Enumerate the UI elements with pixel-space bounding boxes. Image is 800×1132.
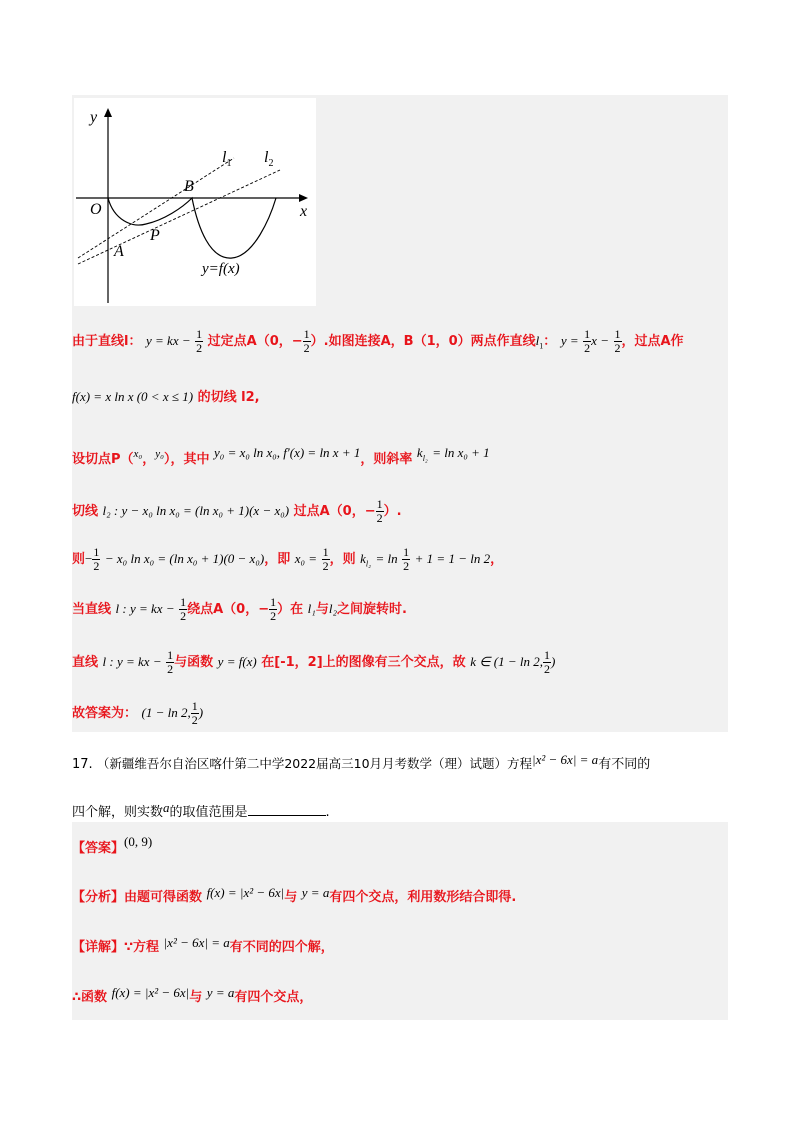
curve-fx — [108, 198, 276, 258]
function-graph — [74, 98, 316, 306]
curve-label: y=f(x) — [202, 261, 240, 277]
point-p-label: P — [150, 227, 160, 244]
y-axis-label: y — [90, 109, 98, 126]
fraction-half: $\frac{1}{2}$ — [93, 545, 100, 573]
x-axis-arrow — [299, 194, 308, 202]
solution-line-1: 由于直线l： y = kx − $\frac{1}{2}$ 过定点A（0，− $\frac{1}{2}$ ）.如图连接A，B（1，0）两点作直线$l_1$： y = $\frac{1}{2}$ x − $\frac{1}{2}$ ，过点A作 — [72, 327, 684, 355]
therefore-line: ∴函数 f(x) = |x² − 6x|与 y = a有四个交点， — [72, 985, 313, 1005]
fraction-half: $\frac{1}{2}$ — [196, 327, 203, 355]
analysis-line: 【分析】由题可得函数 f(x) = |x² − 6x|与 y = a有四个交点，利用数形结合即得. — [72, 885, 517, 905]
l2-label: $l_2$ — [264, 149, 274, 169]
solution-line-7: 直线 l : y = kx − $\frac{1}{2}$ 与函数 y = f(x) 在[-1，2]上的图像有三个交点，故 k ∈ (1 − ln 2, $\frac{1}{2}$ ) — [72, 648, 556, 676]
y-axis-arrow — [104, 108, 112, 117]
solution-line-2: f(x) = x ln x (0 < x ≤ 1) 的切线 l2, — [72, 389, 260, 405]
point-a-label: A — [114, 243, 124, 260]
answer-blank — [248, 803, 326, 816]
fraction-half: $\frac{1}{2}$ — [376, 497, 383, 525]
l1-label: $l_1$ — [222, 149, 232, 169]
solution-line-4: 切线 l₂ : y − x₀ ln x₀ = (ln x₀ + 1)(x − x₀) 过点A（0，− $\frac{1}{2}$ ）. — [72, 497, 402, 525]
problem-17-line-2: 四个解，则实数a的取值范围是 . — [72, 800, 330, 820]
fraction-half: $\frac{1}{2}$ — [180, 595, 187, 623]
fraction-half: $\frac{1}{2}$ — [322, 545, 329, 573]
fraction-half: $\frac{1}{2}$ — [270, 595, 277, 623]
fraction-half: $\frac{1}{2}$ — [191, 699, 198, 727]
solution-line-8: 故答案为： (1 − ln 2, $\frac{1}{2}$ ) — [72, 699, 204, 727]
origin-label: O — [90, 201, 102, 218]
detail-line: 【详解】∵方程 |x² − 6x| = a有不同的四个解， — [72, 935, 334, 955]
solution-line-5: 则− $\frac{1}{2}$ − x₀ ln x₀ = (ln x₀ + 1)(0 − x₀)，即 x₀ = $\frac{1}{2}$ ，则 $k_{l_2} = \ln$ $\frac{1}{2}$ + 1 = 1 − ln 2， — [72, 545, 504, 573]
solution-line-6: 当直线 l : y = kx − $\frac{1}{2}$ 绕点A（0，− $\frac{1}{2}$ ）在 l₁与l₂之间旋转时. — [72, 595, 407, 623]
solution-line-3: 设切点P（$^{x_0}$，$^{y_0}$），其中 y₀ = x₀ ln x₀, f′(x) = ln x + 1，则斜率 $k_{l_2} = \ln x_0 + 1$ — [72, 445, 490, 467]
graph-svg — [74, 98, 316, 306]
point-b-label: B — [184, 178, 194, 195]
answer-line: 【答案】(0, 9) — [72, 834, 153, 856]
fraction-half: $\frac{1}{2}$ — [167, 648, 174, 676]
fraction-half: $\frac{1}{2}$ — [303, 327, 310, 355]
x-axis-label: x — [300, 203, 308, 220]
fraction-half: $\frac{1}{2}$ — [614, 327, 621, 355]
fraction-half: $\frac{1}{2}$ — [544, 648, 551, 676]
problem-17-line-1: 17. （新疆维吾尔自治区喀什第二中学2022届高三10月月考数学（理）试题）方程|x² − 6x| = a有不同的 — [72, 752, 651, 772]
fraction-half: $\frac{1}{2}$ — [584, 327, 591, 355]
fraction-half: $\frac{1}{2}$ — [403, 545, 410, 573]
